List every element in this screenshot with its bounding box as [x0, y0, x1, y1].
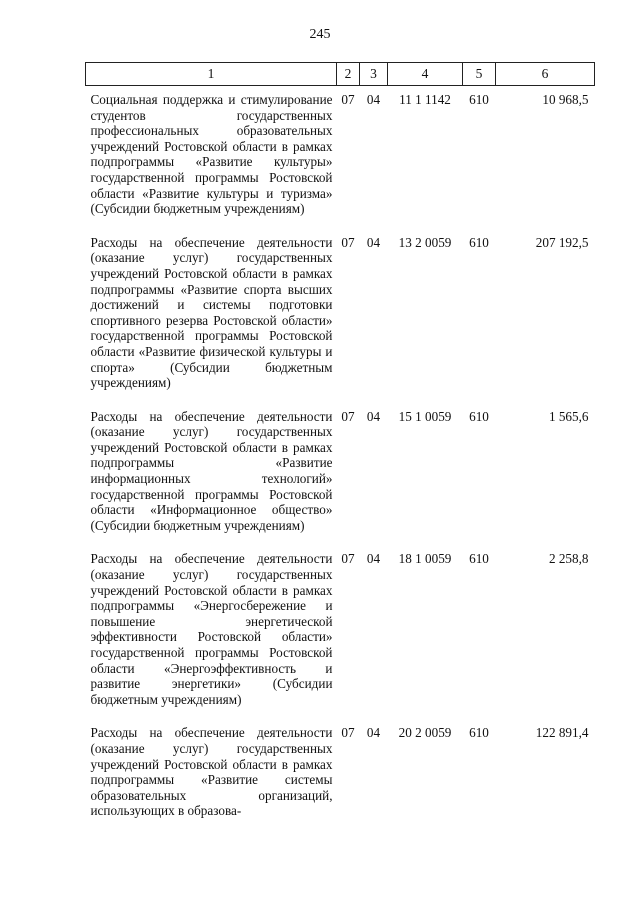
- row-target-article: 20 2 0059: [398, 725, 452, 741]
- table-row: [86, 545, 595, 719]
- row-section: 07: [341, 92, 355, 107]
- row-section: 07: [341, 725, 355, 741]
- row-description: Расходы на обеспечение деятельности (оказание услуг) государственных учреждений Ростовской области в рамках подпрограммы «Развитие системы образовательных организаций, использующих в образова-: [90, 725, 333, 819]
- header-col-1: 1: [86, 63, 337, 86]
- row-description: Расходы на обеспечение деятельности (оказание услуг) государственных учреждений Ростовской области в рамках подпрограммы «Развитие спорта высших достижений и системы подготовки спортивного резерва Ростовской области» государственной программы Ростовской области «Развитие физической культуры и спорта» (Субсидии бюджетным учреждениям): [90, 234, 333, 391]
- budget-table: [85, 62, 595, 831]
- row-expense-type: 610: [469, 408, 489, 424]
- header-col-5: 5: [463, 63, 496, 86]
- header-col-6: 6: [496, 63, 595, 86]
- row-amount: 10 968,5: [542, 92, 589, 107]
- header-col-2: 2: [337, 63, 360, 86]
- row-amount: 2 258,8: [548, 551, 589, 567]
- header-col-3: 3: [360, 63, 388, 86]
- row-description: Социальная поддержка и стимулирование студентов государственных профессиональных образовательных учреждений Ростовской области в рамках подпрограммы «Развитие культуры» государственной программы Ростовской области «Развитие культуры и туризма» (Субсидии бюджетным учреждениям): [90, 92, 333, 217]
- row-expense-type: 610: [469, 551, 489, 567]
- row-description: Расходы на обеспечение деятельности (оказание услуг) государственных учреждений Ростовской области в рамках подпрограммы «Энергосбережение и повышение энергетической эффективности Ростовской области» государственной программы Ростовской области «Энергоэффективность и развитие энергетики» (Субсидии бюджетным учреждениям): [90, 551, 333, 707]
- header-col-4: 4: [388, 63, 463, 86]
- row-amount: 207 192,5: [535, 234, 589, 250]
- row-section: 07: [341, 234, 355, 250]
- row-target-article: 11 1 1142: [399, 92, 451, 107]
- table-row: [86, 229, 595, 403]
- row-amount: 1 565,6: [548, 408, 589, 424]
- row-expense-type: 610: [469, 725, 489, 741]
- row-section: 07: [341, 408, 355, 424]
- row-subsection: 04: [366, 234, 381, 250]
- row-amount: 122 891,4: [535, 725, 589, 741]
- row-target-article: 13 2 0059: [398, 234, 452, 250]
- row-section: 07: [341, 551, 355, 567]
- row-subsection: 04: [366, 551, 381, 567]
- row-description: Расходы на обеспечение деятельности (оказание услуг) государственных учреждений Ростовской области в рамках подпрограммы «Развитие информационных технологий» государственной программы Ростовской области «Информационное общество» (Субсидии бюджетным учреждениям): [90, 408, 333, 533]
- table-row: [86, 403, 595, 546]
- header-row: [86, 63, 595, 86]
- row-subsection: 04: [366, 408, 381, 424]
- row-target-article: 15 1 0059: [398, 408, 452, 424]
- table-row: [86, 86, 595, 229]
- row-target-article: 18 1 0059: [398, 551, 452, 567]
- row-expense-type: 610: [469, 234, 489, 250]
- page-number: 245: [309, 27, 331, 42]
- row-expense-type: 610: [469, 92, 489, 107]
- table-row: [86, 719, 595, 831]
- row-subsection: 04: [366, 725, 381, 741]
- row-subsection: 04: [366, 92, 381, 107]
